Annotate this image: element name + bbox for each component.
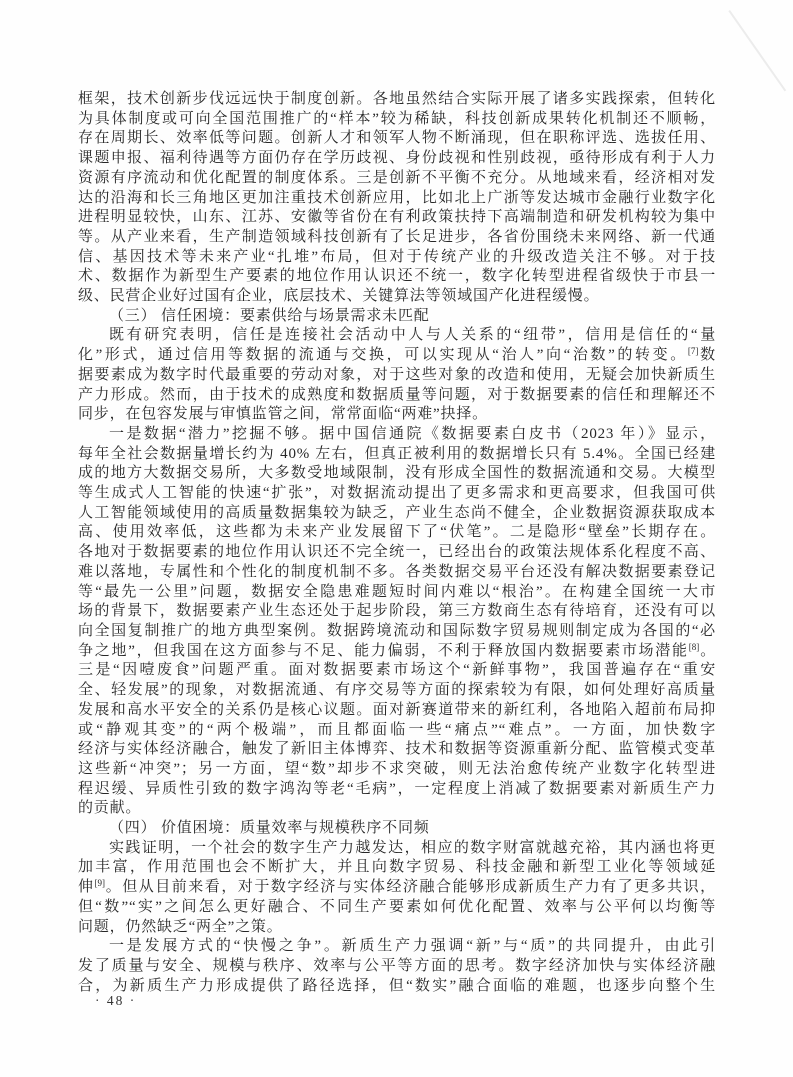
- text-line: 级、民营企业好过国有企业，底层技术、关键算法等领域国产化进程缓慢。: [78, 288, 600, 305]
- text-line: 资源有序流动和优化配置的制度体系。三是创新不平衡不充分。从地域来看，经济相对发: [78, 169, 716, 186]
- paragraph: [78, 839, 716, 938]
- text-line: 等。从产业来看，生产制造领域科技创新有了长足进步，各省份围绕未来网络、新一代通: [78, 228, 716, 245]
- text-line: 每年全社会数据量增长约为 40% 左右，但真正被利用的数据增长只有 5.4%。全国已经建: [78, 445, 716, 462]
- text-line: 产力形成。然而，由于技术的成熟度和数据质量等问题，对于数据要素的信任和理解还不: [78, 386, 716, 403]
- text-line: 或“静观其变”的“两个极端”，而且都面临一些“痛点”“难点”。一方面，加快数字: [78, 721, 716, 738]
- text-line: 发展和高水平安全的关系仍是核心议题。面对新赛道带来的新红利，各地陷入超前布局抑: [78, 701, 716, 718]
- footnote-reference: [9]: [94, 878, 106, 889]
- text-line: 等“最先一公里”问题，数据安全隐患难题短时间内难以“根治”。在构建全国统一大市: [78, 583, 716, 600]
- text-line: 进程明显较快，山东、江苏、安徽等省份在有利政策扶持下高端制造和研发机构较为集中: [78, 209, 716, 226]
- text-line: 一是发展方式的“快慢之争”。新质生产力强调“新”与“质”的共同提升，由此引: [109, 938, 716, 955]
- paragraph: [78, 425, 716, 819]
- text-line: 难以落地，专属性和个性化的制度机制不多。各类数据交易平台还没有解决数据要素登记: [78, 563, 716, 580]
- paragraph: [78, 326, 716, 425]
- text-line: 实践证明，一个社会的数字生产力越发达，相应的数字财富就越充裕，其内涵也将更: [109, 839, 716, 856]
- text-line: 化”形式，通过信用等数据的流通与交换，可以实现从“治人”向“治数”的转变。[7]数: [78, 346, 716, 364]
- text-line: 发了质量与安全、规模与秩序、效率与公平等方面的思考。数字经济加快与实体经济融: [78, 957, 716, 974]
- section-heading: [78, 819, 716, 839]
- text-line: 全、轻发展”的现象，对数据流通、有序交易等方面的探索较为有限，如何处理好高质量: [78, 682, 716, 699]
- text-line: 争之地”，但我国在这方面参与不足、能力偏弱，不利于释放国内数据要素市场潜能[8]。: [78, 641, 716, 659]
- text-line: 高、使用效率低，这些都为未来产业发展留下了“伏笔”。二是隐形“壁垒”长期存在。: [78, 524, 716, 541]
- text-line: 等生成式人工智能的快速“扩张”，对数据流动提出了更多需求和更高要求，但我国可供: [78, 485, 716, 502]
- text-line: 问题，仍然缺乏“两全”之策。: [78, 918, 283, 935]
- footnote-reference: [8]: [688, 641, 700, 652]
- text-line: 加丰富，作用范围也会不断扩大，并且向数字贸易、科技金融和新型工业化等领域延: [78, 859, 716, 876]
- text-line: 这些新“冲突”；另一方面，望“数”却步不求突破，则无法治愈传统产业数字化转型进: [78, 760, 716, 777]
- text-line: 同步，在包容发展与审慎监管之间，常常面临“两难”抉择。: [78, 406, 488, 423]
- text-line: 框架，技术创新步伐远远快于制度创新。各地虽然结合实际开展了诸多实践探索，但转化: [78, 91, 716, 107]
- text-line: 人工智能领域使用的高质量数据集较为缺乏，产业生态尚不健全，企业数据资源获取成本: [78, 504, 716, 521]
- text-line: 各地对于数据要素的地位作用认识还不完全统一，已经出台的政策法规体系化程度不高、: [78, 544, 716, 561]
- paragraph: [78, 937, 716, 996]
- text-line: 程迟缓、异质性引致的数字鸿沟等老“毛病”，一定程度上消减了数据要素对新质生产力: [78, 780, 716, 797]
- page-number: · 48 ·: [95, 993, 137, 1008]
- text-line: 向全国复制推广的地方典型案例。数据跨境流动和国际数字贸易规则制定成为各国的“必: [78, 622, 716, 639]
- text-line: 为具体制度或可向全国范围推广的“样本”较为稀缺，科技创新成果转化机制还不顺畅，: [78, 110, 716, 127]
- text-line: 合，为新质生产力形成提供了路径选择，但“数实”融合面临的难题，也逐步向整个生: [78, 977, 716, 994]
- text-line: 成的地方大数据交易所，大多数受地域限制，没有形成全国性的数据流通和交易。大模型: [78, 465, 716, 482]
- paragraph: [78, 90, 716, 307]
- text-line: 场的背景下，数据要素产业生态还处于起步阶段，第三方数商生态有待培育，还没有可以: [78, 603, 716, 620]
- text-line: 三是“因噎废食”问题严重。面对数据要素市场这个“新鲜事物”，我国普遍存在“重安: [78, 662, 716, 679]
- section-heading: [78, 307, 716, 327]
- text-line: 据要素成为数字时代最重要的劳动对象，对于这些对象的改造和使用，无疑会加快新质生: [78, 366, 716, 383]
- text-line: 存在周期长、效率低等问题。创新人才和领军人物不断涌现，但在职称评选、选拔任用、: [78, 130, 716, 147]
- text-line: 课题申报、福利待遇等方面仍存在学历歧视、身份歧视和性别歧视，亟待形成有利于人力: [78, 150, 716, 167]
- text-line: 经济与实体经济融合，触发了新旧主体博弈、技术和数据等资源重新分配、监管模式变革: [78, 741, 716, 758]
- text-line: 信、基因技术等未来产业“扎堆”布局，但对于传统产业的升级改造关注不够。对于技: [78, 248, 716, 265]
- scan-artifact-line: [729, 10, 786, 91]
- text-line: 既有研究表明，信任是连接社会活动中人与人关系的“纽带”，信用是信任的“量: [109, 327, 716, 344]
- text-line: 术、数据作为新型生产要素的地位作用认识还不统一，数字化转型进程省级快于市县一: [78, 268, 716, 285]
- text-line: 的贡献。: [78, 800, 142, 817]
- text-line: 达的沿海和长三角地区更加注重技术创新应用，比如北上广浙等发达城市金融行业数字化: [78, 189, 716, 206]
- text-line: 但“数”“实”之间怎么更好融合、不同生产要素如何优化配置、效率与公平何以均衡等: [78, 898, 716, 915]
- text-line: （四） 价值困境：质量效率与规模秩序不同频: [109, 820, 430, 837]
- document-body: [78, 90, 716, 996]
- text-line: 伸[9]。但从目前来看，对于数字经济与实体经济融合能够形成新质生产力有了更多共识，: [78, 878, 716, 896]
- footnote-reference: [7]: [687, 346, 699, 357]
- text-line: （三） 信任困境：要素供给与场景需求未匹配: [109, 307, 430, 324]
- text-line: 一是数据“潜力”挖掘不够。据中国信通院《数据要素白皮书（2023 年）》显示，: [109, 425, 716, 442]
